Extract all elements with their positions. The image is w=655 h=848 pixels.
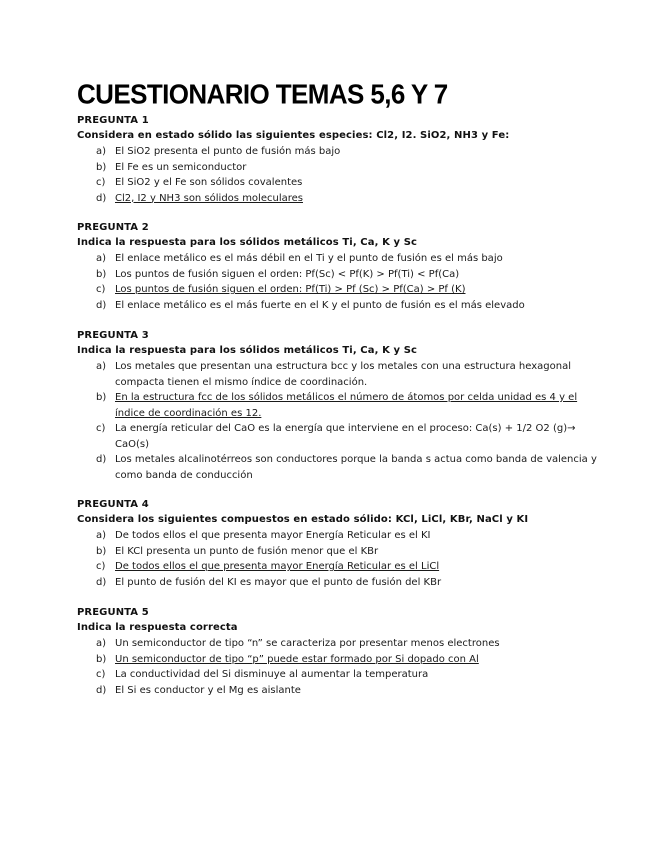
question-number: PREGUNTA 5: [77, 607, 149, 618]
option-text: El SiO2 y el Fe son sólidos covalentes: [115, 177, 303, 188]
option-text: De todos ellos el que presenta mayor Energía Reticular es el LiCl: [115, 561, 440, 572]
document-title: CUESTIONARIO TEMAS 5,6 Y 7: [77, 78, 448, 110]
option-b-correct: [77, 652, 597, 668]
option-text: El Fe es un semiconductor: [115, 161, 247, 173]
option-d: [77, 298, 597, 314]
option-c: [77, 667, 597, 683]
question-prompt: Indica la respuesta correcta: [77, 622, 238, 633]
option-list: [77, 359, 597, 483]
option-text: La energía reticular del CaO es la energía que interviene en el proceso: Ca(s) + 1/2 O2 (g)→ CaO(s): [115, 423, 576, 450]
option-c: [77, 175, 597, 191]
option-list: [77, 528, 597, 590]
option-marker: a): [96, 253, 107, 264]
option-d: [77, 683, 597, 699]
option-d-correct: [77, 191, 597, 207]
option-b: [77, 160, 597, 176]
option-a: [77, 528, 597, 544]
option-marker: d): [96, 454, 107, 465]
option-a: [77, 251, 597, 267]
question-prompt: Considera los siguientes compuestos en estado sólido: KCl, LiCl, KBr, NaCl y KI: [77, 514, 529, 525]
option-b-correct: [77, 390, 597, 421]
option-marker: b): [96, 545, 107, 557]
option-a: [77, 636, 597, 652]
option-text: El SiO2 presenta el punto de fusión más bajo: [115, 146, 341, 157]
option-marker: d): [96, 192, 107, 204]
option-text: El enlace metálico es el más fuerte en el K y el punto de fusión es el más elevado: [115, 299, 525, 311]
question-5: [77, 606, 597, 698]
question-1: [77, 114, 597, 206]
question-number: PREGUNTA 1: [77, 115, 149, 126]
option-text: Cl2, I2 y NH3 son sólidos moleculares: [115, 192, 303, 204]
option-text: Los puntos de fusión siguen el orden: Pf(Ti) > Pf (Sc) > Pf(Ca) > Pf (K): [115, 284, 466, 295]
option-marker: c): [96, 423, 106, 434]
option-marker: d): [96, 299, 107, 311]
option-marker: c): [96, 284, 106, 295]
option-text: Un semiconductor de tipo “p” puede estar formado por Si dopado con Al: [115, 653, 479, 665]
option-text: Los metales que presentan una estructura bcc y los metales con una estructura hexagonal compacta tienen el mismo índice de coordinación.: [115, 361, 571, 388]
option-b: [77, 544, 597, 560]
option-marker: a): [96, 638, 107, 649]
option-text: El punto de fusión del KI es mayor que el punto de fusión del KBr: [115, 576, 442, 588]
option-marker: b): [96, 653, 107, 665]
question-prompt: Indica la respuesta para los sólidos metálicos Ti, Ca, K y Sc: [77, 345, 418, 356]
option-text: El enlace metálico es el más débil en el Ti y el punto de fusión es el más bajo: [115, 253, 503, 264]
option-marker: d): [96, 684, 107, 696]
option-b: [77, 267, 597, 283]
option-text: Los puntos de fusión siguen el orden: Pf(Sc) < Pf(K) > Pf(Ti) < Pf(Ca): [115, 268, 460, 280]
option-list: [77, 144, 597, 206]
option-list: [77, 636, 597, 698]
option-text: De todos ellos el que presenta mayor Energía Reticular es el KI: [115, 530, 431, 541]
option-marker: a): [96, 146, 107, 157]
option-marker: a): [96, 530, 107, 541]
question-prompt: Considera en estado sólido las siguientes especies: Cl2, I2. SiO2, NH3 y Fe:: [77, 130, 510, 141]
option-marker: b): [96, 392, 107, 403]
option-marker: b): [96, 268, 107, 280]
option-list: [77, 251, 597, 313]
option-marker: c): [96, 561, 106, 572]
question-number: PREGUNTA 4: [77, 499, 149, 510]
option-marker: c): [96, 177, 106, 188]
option-text: En la estructura fcc de los sólidos metálicos el número de átomos por celda unidad es 4 y el índice de coordinación es 12.: [115, 392, 578, 419]
option-marker: d): [96, 576, 107, 588]
option-text: El KCl presenta un punto de fusión menor que el KBr: [115, 545, 379, 557]
question-2: [77, 221, 597, 313]
option-c-correct: [77, 559, 597, 575]
option-marker: a): [96, 361, 107, 372]
option-a: [77, 144, 597, 160]
question-3: [77, 329, 597, 483]
option-a: [77, 359, 597, 390]
option-d: [77, 575, 597, 591]
option-text: La conductividad del Si disminuye al aumentar la temperatura: [115, 669, 429, 680]
option-marker: c): [96, 669, 106, 680]
option-c: [77, 421, 597, 452]
option-d: [77, 452, 597, 483]
question-number: PREGUNTA 2: [77, 222, 149, 233]
option-c-correct: [77, 282, 597, 298]
option-text: Los metales alcalinotérreos son conductores porque la banda s actua como banda de valencia y como banda de conducción: [115, 454, 597, 481]
option-text: Un semiconductor de tipo “n” se caracteriza por presentar menos electrones: [115, 638, 500, 649]
question-prompt: Indica la respuesta para los sólidos metálicos Ti, Ca, K y Sc: [77, 237, 418, 248]
option-text: El Si es conductor y el Mg es aislante: [115, 684, 301, 696]
question-number: PREGUNTA 3: [77, 330, 149, 341]
option-marker: b): [96, 161, 107, 173]
question-4: [77, 498, 597, 590]
